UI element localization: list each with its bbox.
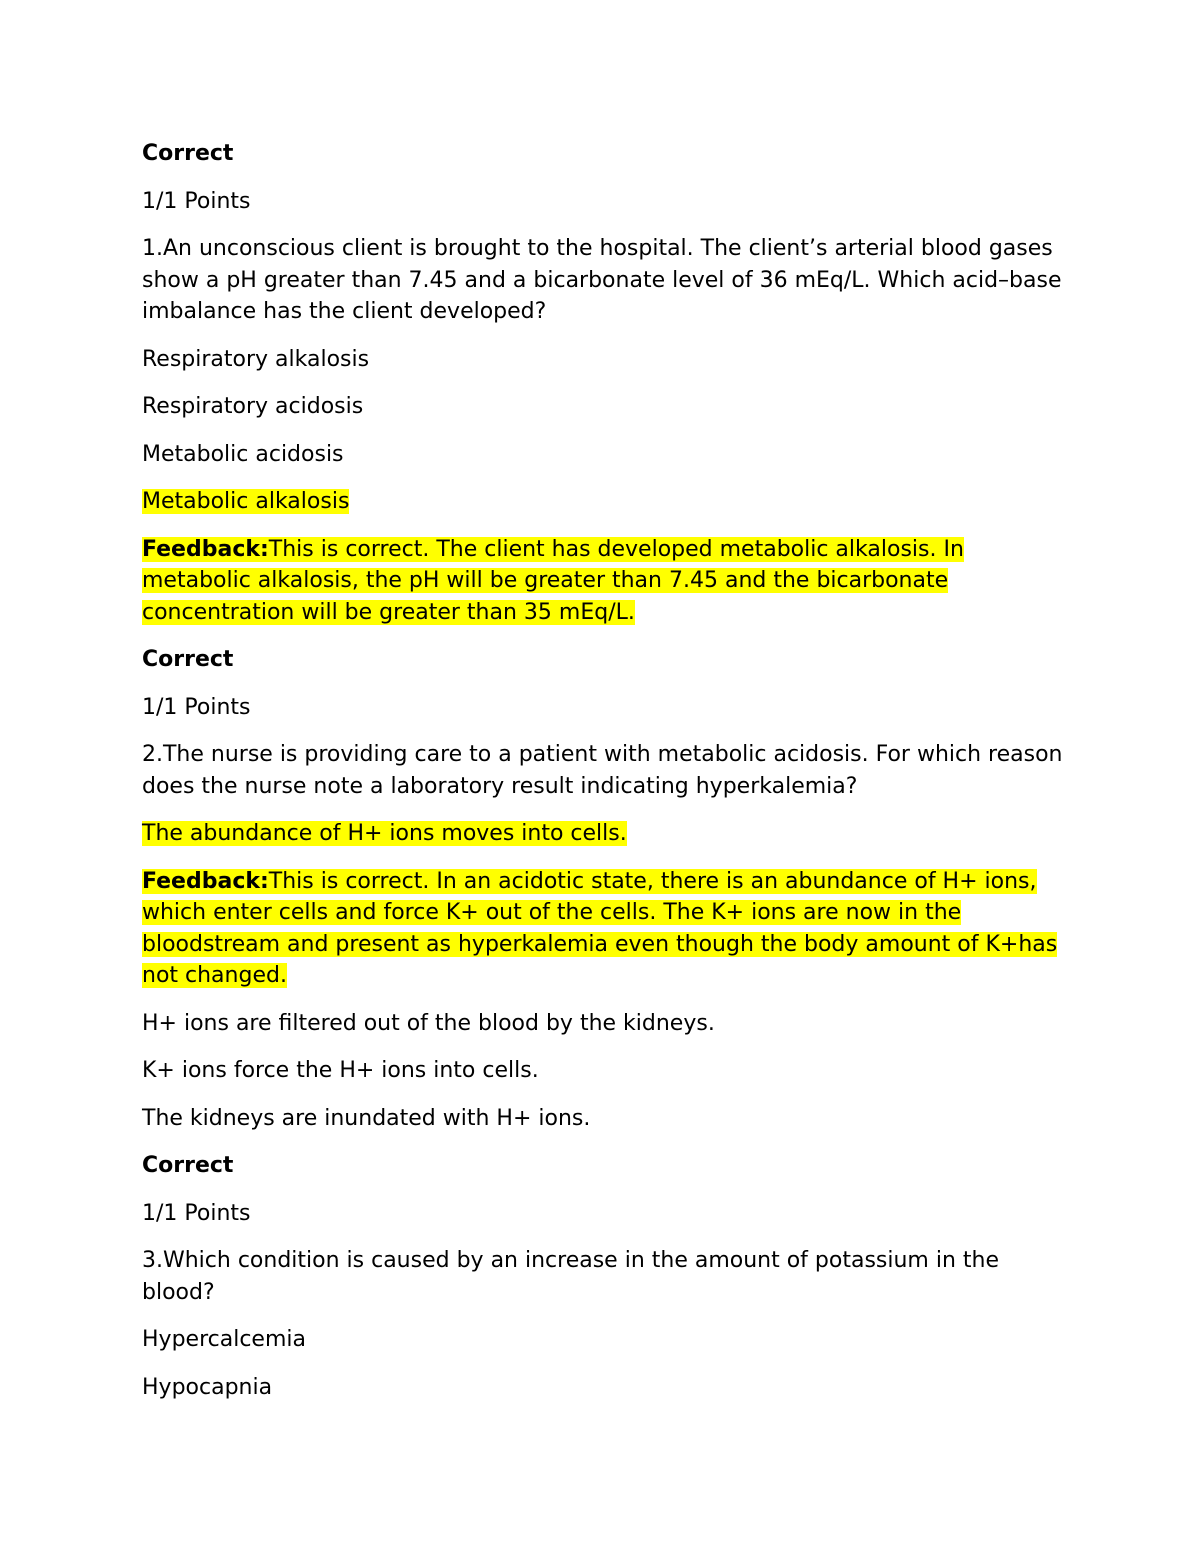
q2-selected-answer: The abundance of H+ ions moves into cells. — [142, 821, 627, 846]
q2-feedback — [142, 866, 1072, 992]
q2-option-3: K+ ions force the H+ ions into cells. — [142, 1058, 539, 1083]
q2-option-4: The kidneys are inundated with H+ ions. — [142, 1105, 591, 1131]
q1-option-1: Respiratory alkalosis — [142, 346, 370, 372]
q1-feedback-label: Feedback: — [142, 536, 269, 562]
q1-option-2: Respiratory acidosis — [142, 394, 364, 419]
q3-option-2: Hypocapnia — [142, 1374, 273, 1400]
q2-option-2: H+ ions are filtered out of the blood by the kidneys. — [142, 1010, 715, 1036]
q1-points: 1/1 Points — [142, 188, 251, 214]
q3-option-1: Hypercalcemia — [142, 1327, 306, 1352]
q2-question: 2.The nurse is providing care to a patient with metabolic acidosis. For which reason does the nurse note a laboratory result indicating hyperkalemia? — [142, 742, 1063, 799]
q1-feedback-text: This is correct. The client has developed metabolic alkalosis. In metabolic alkalosis, the pH will be greater than 7.45 and the bicarbonate concentration will be greater than 35 mEq/L. — [142, 536, 964, 625]
q1-question: 1.An unconscious client is brought to the hospital. The client’s arterial blood gases show a pH greater than 7.45 and a bicarbonate level of 36 mEq/L. Which acid–base imbalance has the client developed? — [142, 236, 1062, 324]
q2-points: 1/1 Points — [142, 694, 251, 720]
q1-option-4-selected — [142, 486, 1072, 518]
q1-feedback — [142, 534, 1072, 629]
q1-status: Correct — [142, 141, 234, 166]
q3-points: 1/1 Points — [142, 1200, 251, 1226]
q3-status: Correct — [142, 1153, 234, 1178]
q3-question: 3.Which condition is caused by an increase in the amount of potassium in the blood? — [142, 1248, 1000, 1305]
q2-status: Correct — [142, 647, 234, 672]
q1-selected-answer: Metabolic alkalosis — [142, 489, 350, 514]
q1-option-3: Metabolic acidosis — [142, 441, 344, 467]
q2-feedback-label: Feedback: — [142, 868, 269, 894]
q2-feedback-text: This is correct. In an acidotic state, there is an abundance of H+ ions, which enter cells and force K+ out of the cells. The K+ ions are now in the bloodstream and present as hyperkalemia even though the body amount of K+has not changed. — [142, 868, 1058, 988]
document-page — [142, 138, 1072, 1419]
q2-selected-option — [142, 818, 1072, 850]
